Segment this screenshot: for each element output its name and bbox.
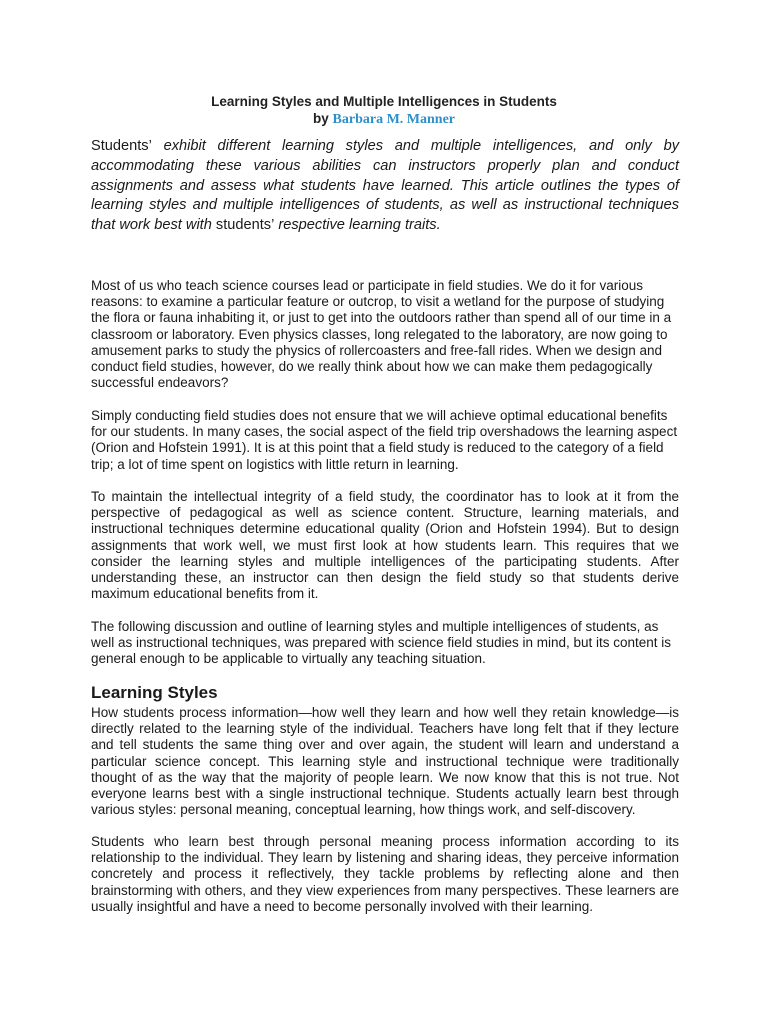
abstract-middle: exhibit different learning styles and multiple intelligences, and only by accommodating these various abilities can instructors properly plan and conduct assignments and assess what students have learned. This article outlines the types of learning styles and multiple intelligences of students, as well as instructional techniques that work best with <box>91 138 679 234</box>
by-prefix: by <box>313 111 333 126</box>
abstract-end: respective learning traits. <box>274 217 441 234</box>
paragraph-learning-styles: How students process information—how well they learn and how well they retain knowledge—is directly related to the learning style of the individual. Teachers have long felt that if they lecture and tell students the same thing over and over again, the student will learn and understand a particular science concept. This learning style and instructional technique were traditionally thought of as the way that the majority of people learn. We now know that this is not true. Not everyone learns best with a single instructional technique. Students actually learn best through various styles: personal meaning, conceptual learning, how things work, and self-discovery. <box>91 705 679 818</box>
byline <box>0 110 768 128</box>
paragraph-discussion-outline: The following discussion and outline of learning styles and multiple intelligences of students, as well as instructional techniques, was prepared with science field studies in mind, but its content is general enough to be applicable to virtually any teaching situation. <box>91 619 672 667</box>
document-title: Learning Styles and Multiple Intelligences in Students <box>211 94 557 109</box>
abstract <box>91 137 679 236</box>
abstract-end-upright: students’ <box>215 217 275 234</box>
paragraph-field-studies: Simply conducting field studies does not ensure that we will achieve optimal educational benefits for our students. In many cases, the social aspect of the field trip overshadows the learning aspect (Orion and Hofstein 1991). It is at this point that a field study is reduced to the category of a field trip; a lot of time spent on logistics with little return in learning. <box>91 408 678 472</box>
paragraph-intro: Most of us who teach science courses lead or participate in field studies. We do it for various reasons: to examine a particular feature or outcrop, to visit a wetland for the purpose of studying the flora or fauna inhabiting it, or just to get into the outdoors rather than spend all of our time in a classroom or laboratory. Even physics classes, long relegated to the laboratory, are now going to amusement parks to study the physics of rollercoasters and free-fall rides. When we design and conduct field studies, however, do we really think about how we can make them pedagogically successful endeavors? <box>91 278 672 391</box>
author-name: Barbara M. Manner <box>332 112 455 127</box>
section-heading-learning-styles: Learning Styles <box>91 683 218 702</box>
paragraph-personal-meaning: Students who learn best through personal meaning process information according to its relationship to the individual. They learn by listening and sharing ideas, they perceive information concretely and process it reflectively, they tackle problems by reflecting alone and then brainstorming with others, and they view experiences from many perspectives. These learners are usually insightful and have a need to become personally involved with their learning. <box>91 834 679 914</box>
paragraph-intellectual-integrity: To maintain the intellectual integrity of a field study, the coordinator has to look at it from the perspective of pedagogical as well as science content. Structure, learning materials, and instructional techniques determine educational quality (Orion and Hofstein 1994). But to design assignments that work well, we must first look at how students learn. This requires that we consider the learning styles and multiple intelligences of the participating students. After understanding these, an instructor can then design the field study so that students derive maximum educational benefits from it. <box>91 489 679 602</box>
abstract-start: Students’ <box>91 138 152 154</box>
